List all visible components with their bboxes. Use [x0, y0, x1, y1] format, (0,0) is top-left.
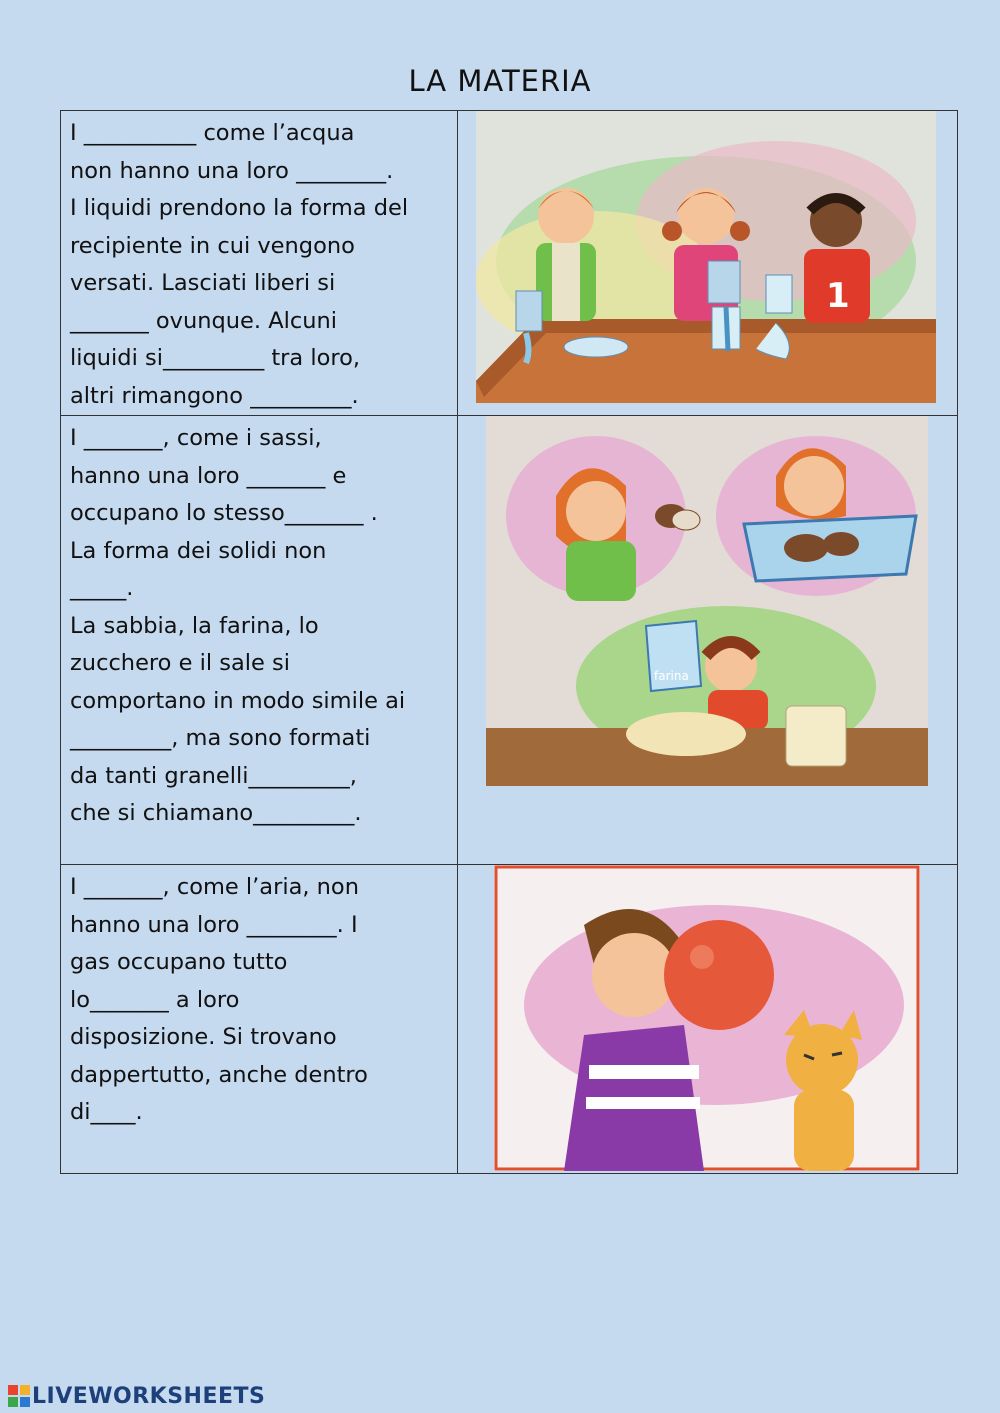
brand-name: LIVEWORKSHEETS [32, 1383, 266, 1409]
solids-illustration [486, 416, 928, 786]
image-cell-solids [458, 416, 958, 865]
text-line: da tanti granelli_________, [70, 762, 357, 789]
text-line: La sabbia, la farina, lo [70, 612, 319, 639]
text-line: _____. [70, 575, 134, 601]
text-line: hanno una loro _______ e [70, 462, 347, 489]
image-cell-liquids [458, 111, 958, 416]
text-line: I liquidi prendono la forma del [70, 195, 409, 221]
text-line: La forma dei solidi non [70, 537, 327, 564]
text-line: I _______, come i sassi, [70, 425, 322, 451]
text-line: dappertutto, anche dentro [70, 1061, 368, 1088]
paragraph-liquids [61, 111, 457, 415]
text-line: _______ ovunque. Alcuni [70, 307, 337, 334]
row-solids [61, 416, 958, 865]
text-line: recipiente in cui vengono [70, 232, 355, 259]
text-line: disposizione. Si trovano [70, 1024, 337, 1050]
text-line: lo_______ a loro [70, 986, 240, 1013]
balloon-shape [664, 920, 774, 1030]
text-line: gas occupano tutto [70, 949, 288, 975]
text-line: I __________ come l’acqua [70, 120, 355, 146]
paragraph-solids [61, 416, 457, 833]
text-line: che si chiamano_________. [70, 800, 362, 826]
row-liquids [61, 111, 958, 416]
worksheet-table [60, 110, 958, 1174]
footer-logo [8, 1381, 265, 1411]
text-cell-liquids [61, 111, 458, 416]
paragraph-gases [61, 865, 457, 1132]
flour-bag-label: farina [654, 669, 690, 683]
text-line: comportano in modo simile ai [70, 687, 406, 714]
text-line: _________, ma sono formati [70, 725, 371, 751]
row-gases [61, 865, 958, 1174]
text-line: non hanno una loro ________. [70, 157, 394, 184]
gases-illustration [494, 865, 920, 1171]
page-title: LA MATERIA [408, 64, 592, 98]
image-cell-gases [458, 865, 958, 1174]
text-line: I _______, come l’aria, non [70, 874, 359, 900]
text-line: occupano lo stesso_______ . [70, 500, 378, 526]
text-line: di____. [70, 1099, 143, 1125]
text-line: liquidi si_________ tra loro, [70, 345, 361, 371]
text-line: versati. Lasciati liberi si [70, 270, 336, 296]
liquids-illustration [476, 111, 936, 403]
text-cell-solids [61, 416, 458, 865]
text-line: zucchero e il sale si [70, 650, 290, 676]
text-line: altri rimangono _________. [70, 382, 359, 409]
shirt-number: 1 [826, 276, 850, 316]
text-cell-gases [61, 865, 458, 1174]
text-line: hanno una loro ________. I [70, 911, 358, 938]
liveworksheets-logo-icon [8, 1385, 30, 1407]
